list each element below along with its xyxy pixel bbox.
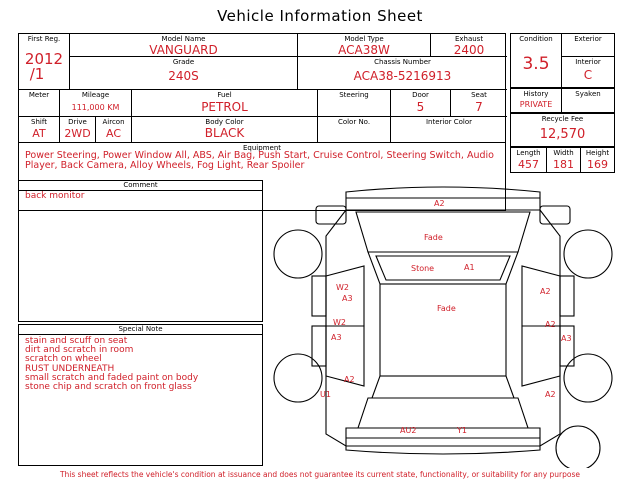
- syaken-cell: [561, 89, 614, 112]
- body-color-label: Body Color: [205, 118, 244, 126]
- door-value: 5: [416, 100, 425, 114]
- drive-cell: [59, 116, 95, 142]
- chassis-cell: [297, 56, 507, 89]
- height-label: Height: [585, 149, 610, 157]
- shift-value: AT: [32, 127, 46, 140]
- color-no-cell: [317, 116, 390, 142]
- model-name-label: Model Name: [161, 35, 206, 43]
- history-table: [510, 88, 615, 113]
- syaken-label: Syaken: [575, 90, 601, 98]
- mark-a3-left-front: A3: [342, 294, 353, 303]
- meter-label: Meter: [28, 91, 50, 99]
- equipment-label: Equipment: [243, 144, 281, 152]
- aircon-value: AC: [105, 127, 121, 140]
- interior-label: Interior: [575, 58, 601, 66]
- equipment-value: Power Steering, Power Window All, ABS, Air Bag, Push Start, Cruise Control, Steering Switch, Audio Player, Back Camera, Alloy Wheels, Fog Light, Rear Spoiler: [25, 150, 494, 171]
- fuel-value: PETROL: [201, 100, 248, 114]
- seat-value: 7: [475, 100, 483, 114]
- model-name-cell: [69, 34, 297, 56]
- special-note-list: [25, 337, 198, 392]
- aircon-label: Aircon: [102, 118, 125, 126]
- mark-y1-rear-bumper: Y1: [457, 426, 467, 435]
- first-reg-cell: [19, 34, 69, 89]
- height-cell: [580, 148, 614, 172]
- mark-fade-hood: Fade: [424, 233, 443, 242]
- mark-a3-left-rear: A3: [331, 333, 342, 342]
- interior-color-cell: [390, 116, 507, 142]
- model-type-label: Model Type: [344, 35, 384, 43]
- length-cell: [511, 148, 546, 172]
- mark-au2-rear-bumper: AU2: [400, 426, 417, 435]
- dimensions-table: [510, 147, 615, 173]
- width-label: Width: [553, 149, 574, 157]
- interior-color-label: Interior Color: [425, 118, 473, 126]
- condition-cell: [511, 34, 561, 87]
- condition-table: [510, 33, 615, 88]
- shift-label: Shift: [31, 118, 47, 126]
- special-note-line: stone chip and scratch on front glass: [25, 382, 192, 393]
- recycle-fee-table: [510, 113, 615, 147]
- comment-value: back monitor: [25, 191, 85, 201]
- exterior-cell: [561, 34, 614, 56]
- drive-value: 2WD: [64, 127, 91, 140]
- comment-box: [18, 180, 263, 322]
- mark-a1-windshield: A1: [464, 263, 475, 272]
- condition-label: Condition: [519, 35, 553, 43]
- length-value: 457: [518, 158, 539, 171]
- history-label: History: [523, 90, 549, 98]
- first-reg-label: First Reg.: [27, 35, 61, 43]
- special-note-line: dirt and scratch in room: [25, 345, 134, 356]
- disclaimer-footer: This sheet reflects the vehicle's condition at issuance and does not guarantee its current state, functionality, or suitability for any purpose: [59, 470, 581, 479]
- interior-cell: [561, 56, 614, 87]
- mark-fade-roof: Fade: [437, 304, 456, 313]
- mileage-value: 111,000 KM: [71, 103, 120, 112]
- mark-a2-right-rear-wheel: A2: [545, 390, 556, 399]
- first-reg-value-month: /1: [29, 65, 45, 83]
- mark-a3-right: A3: [561, 334, 572, 343]
- exterior-label: Exterior: [574, 35, 602, 43]
- mark-w2-left-rear: W2: [333, 318, 346, 327]
- condition-value: 3.5: [522, 54, 550, 74]
- aircon-cell: [95, 116, 131, 142]
- color-no-label: Color No.: [337, 118, 371, 126]
- special-note-box: [18, 324, 263, 466]
- sheet-title: Vehicle Information Sheet: [217, 7, 423, 25]
- chassis-value: ACA38-5216913: [353, 69, 452, 83]
- mark-stone-windshield: Stone: [411, 264, 435, 273]
- comment-label: Comment: [19, 181, 262, 191]
- steering-label: Steering: [339, 91, 369, 99]
- door-label: Door: [412, 91, 429, 99]
- exhaust-value: 2400: [453, 43, 485, 57]
- model-type-cell: [297, 34, 430, 56]
- drive-label: Drive: [68, 118, 87, 126]
- model-type-value: ACA38W: [338, 43, 390, 57]
- body-color-value: BLACK: [204, 126, 245, 140]
- special-note-line: RUST UNDERNEATH: [25, 363, 115, 374]
- recycle-fee-value: 12,570: [539, 127, 586, 142]
- mark-a2-left-rear-wheel: A2: [344, 375, 355, 384]
- car-damage-diagram: [268, 176, 618, 468]
- width-value: 181: [553, 158, 574, 171]
- special-note-label: Special Note: [19, 325, 262, 335]
- width-cell: [546, 148, 580, 172]
- history-cell: [511, 89, 561, 112]
- special-note-line: scratch on wheel: [25, 354, 102, 365]
- grade-label: Grade: [172, 58, 195, 66]
- recycle-fee-label: Recycle Fee: [541, 115, 584, 123]
- body-color-cell: [131, 116, 317, 142]
- mark-u1: U1: [320, 390, 331, 399]
- model-name-value: VANGUARD: [149, 43, 218, 57]
- fuel-label: Fuel: [217, 91, 232, 99]
- mileage-label: Mileage: [81, 91, 110, 99]
- mark-a2-front-bumper: A2: [434, 199, 445, 208]
- grade-value: 240S: [168, 69, 199, 83]
- length-label: Length: [516, 149, 541, 157]
- door-cell: [390, 89, 450, 116]
- mileage-cell: [59, 89, 131, 116]
- meter-cell: [19, 89, 59, 116]
- shift-cell: [19, 116, 59, 142]
- interior-value: C: [583, 68, 593, 82]
- height-value: 169: [587, 158, 608, 171]
- seat-cell: [450, 89, 507, 116]
- mark-a2-right-rear: A2: [545, 320, 556, 329]
- history-value: PRIVATE: [519, 100, 553, 109]
- first-reg-value-year: 2012: [24, 50, 64, 68]
- special-note-line: stain and scuff on seat: [25, 336, 128, 346]
- chassis-label: Chassis Number: [374, 58, 431, 66]
- special-note-line: small scratch and faded paint on body: [25, 372, 199, 383]
- exhaust-label: Exhaust: [454, 35, 484, 43]
- fuel-cell: [131, 89, 317, 116]
- steering-cell: [317, 89, 390, 116]
- mark-a2-right-front: A2: [540, 287, 551, 296]
- grade-cell: [69, 56, 297, 89]
- mark-w2-left-front: W2: [336, 283, 349, 292]
- seat-label: Seat: [471, 91, 487, 99]
- exhaust-cell: [430, 34, 507, 56]
